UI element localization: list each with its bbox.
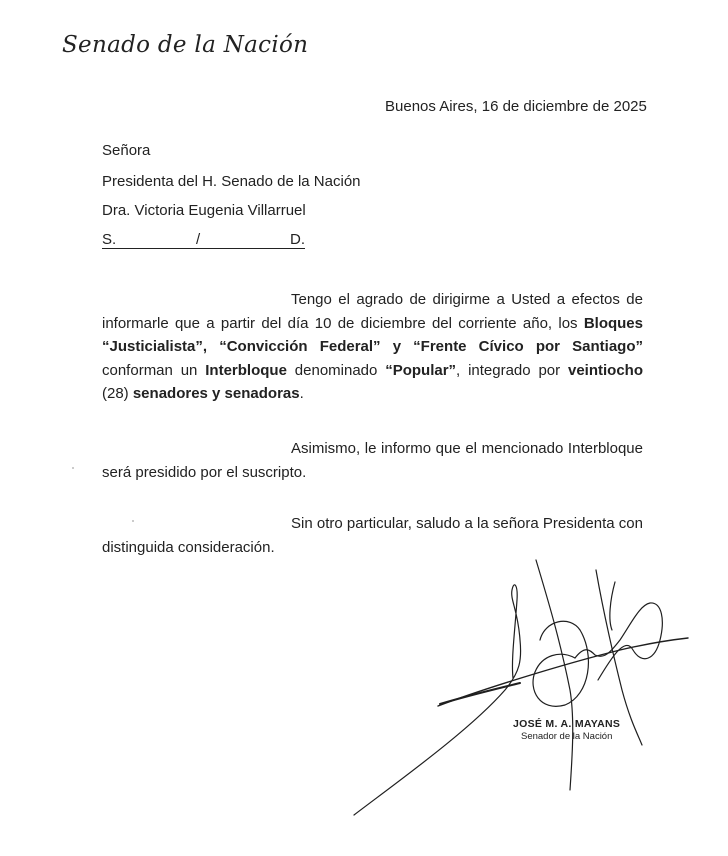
scan-speck <box>72 467 74 469</box>
signatory-name: JOSÉ M. A. MAYANS <box>513 718 621 730</box>
p1-bold-senadores: senadores y senadoras <box>132 385 300 402</box>
date-line: Buenos Aires, 16 de diciembre de 2025 <box>385 98 647 115</box>
sd-s: S. <box>102 231 117 248</box>
addressee-name: Dra. Victoria Eugenia Villarruel <box>102 202 306 219</box>
scan-speck <box>132 520 134 522</box>
p1-bold-bloques: Bloques “Justicialista”, “Convicción Federal” y “Frente Cívico por Santiago” <box>102 314 643 355</box>
sd-d: D. <box>290 231 305 248</box>
p2-text: Asimismo, le informo que el mencionado Interbloque será presidido por el suscripto. <box>102 440 643 481</box>
addressee-title: Presidenta del H. Senado de la Nación <box>102 173 361 190</box>
letterhead-title: Senado de la Nación <box>62 32 309 58</box>
addressee-salutation: Señora <box>102 142 151 159</box>
p1-text-3: denominado <box>286 361 386 379</box>
p1-text-6: . <box>299 385 304 402</box>
p1-bold-interbloque: Interbloque <box>205 361 287 379</box>
p1-bold-popular: “Popular” <box>385 361 457 379</box>
p1-text-4: , integrado por <box>456 361 568 379</box>
signatory-title: Senador de la Nación <box>521 731 613 742</box>
p3-text: Sin otro particular, saludo a la señora Presidenta con distinguida consideración. <box>102 515 643 556</box>
p1-text-5: (28) <box>102 385 133 402</box>
sd-slash: / <box>196 231 201 248</box>
p1-text-2: conforman un <box>102 361 206 379</box>
p1-text-1: Tengo el agrado de dirigirme a Usted a efectos de informarle que a partir del día 10 de diciembre del corriente año, los <box>102 291 643 332</box>
p1-bold-veintiocho: veintiocho <box>568 361 644 379</box>
